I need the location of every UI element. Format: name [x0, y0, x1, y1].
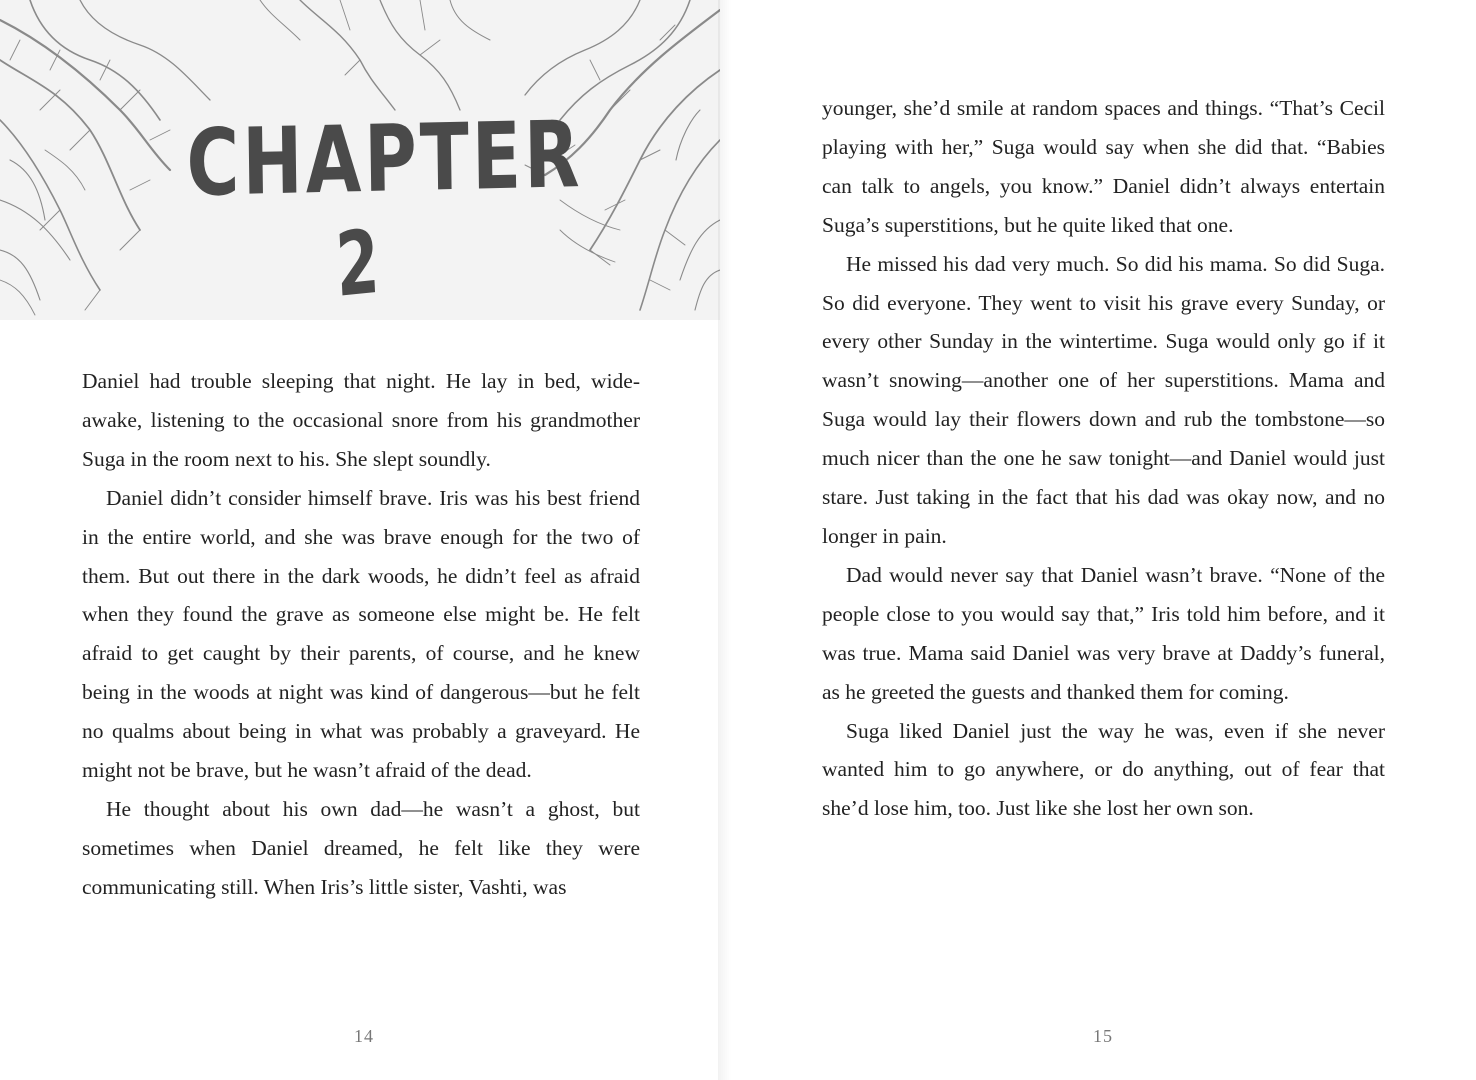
paragraph: Dad would never say that Daniel wasn’t brave. “None of the people close to you would say that,” Iris told him before, and it was true. Mama said Daniel was very brave at Daddy’s funeral, as he greeted the guests and thanked them for coming. — [822, 562, 1385, 704]
paragraph: younger, she’d smile at random spaces and things. “That’s Cecil playing with her,” Suga would say when she did that. “Babies can talk to angels, you know.” Daniel didn’t always entertain Suga’s superstitions, but he quite liked that one. — [822, 96, 1385, 237]
right-page-body — [822, 89, 1385, 828]
book-gutter — [718, 0, 740, 1080]
paragraph: He thought about his own dad—he wasn’t a ghost, but sometimes when Daniel dreamed, he felt like they were communicating still. When Iris’s little sister, Vashti, was — [82, 796, 640, 899]
chapter-header-art — [0, 0, 720, 320]
left-page-body — [82, 362, 640, 907]
chapter-title: CHAPTER — [185, 101, 584, 217]
left-page — [0, 0, 720, 1080]
page-number-left: 14 — [354, 1026, 374, 1046]
right-page — [738, 0, 1476, 1080]
paragraph: He missed his dad very much. So did his mama. So did Suga. So did everyone. They went to visit his grave every Sunday, or every other Sunday in the wintertime. Suga would only go if it wasn’t snowing—another one of her superstitions. Mama and Suga would lay their flowers down and rub the tombstone—so much nicer than the one he saw tonight—and Daniel would just stare. Just taking in the fact that his dad was okay now, and no longer in pain. — [822, 251, 1385, 548]
paragraph: Daniel had trouble sleeping that night. He lay in bed, wide-awake, listening to the occasional snore from his grandmother Suga in the room next to his. She slept soundly. — [82, 369, 640, 471]
page-number-right: 15 — [1093, 1026, 1113, 1046]
chapter-number: 2 — [333, 209, 382, 317]
paragraph: Suga liked Daniel just the way he was, even if she never wanted him to go anywhere, or do anything, out of fear that she’d lose him, too. Just like she lost her own son. — [822, 718, 1385, 821]
paragraph: Daniel didn’t consider himself brave. Iris was his best friend in the entire world, and she was brave enough for the two of them. But out there in the dark woods, he didn’t feel as afraid when they found the grave as someone else might be. He felt afraid to get caught by their parents, of course, and he knew being in the woods at night was kind of dangerous—but he felt no qualms about being in what was probably a graveyard. He might not be brave, but he wasn’t afraid of the dead. — [82, 485, 640, 783]
